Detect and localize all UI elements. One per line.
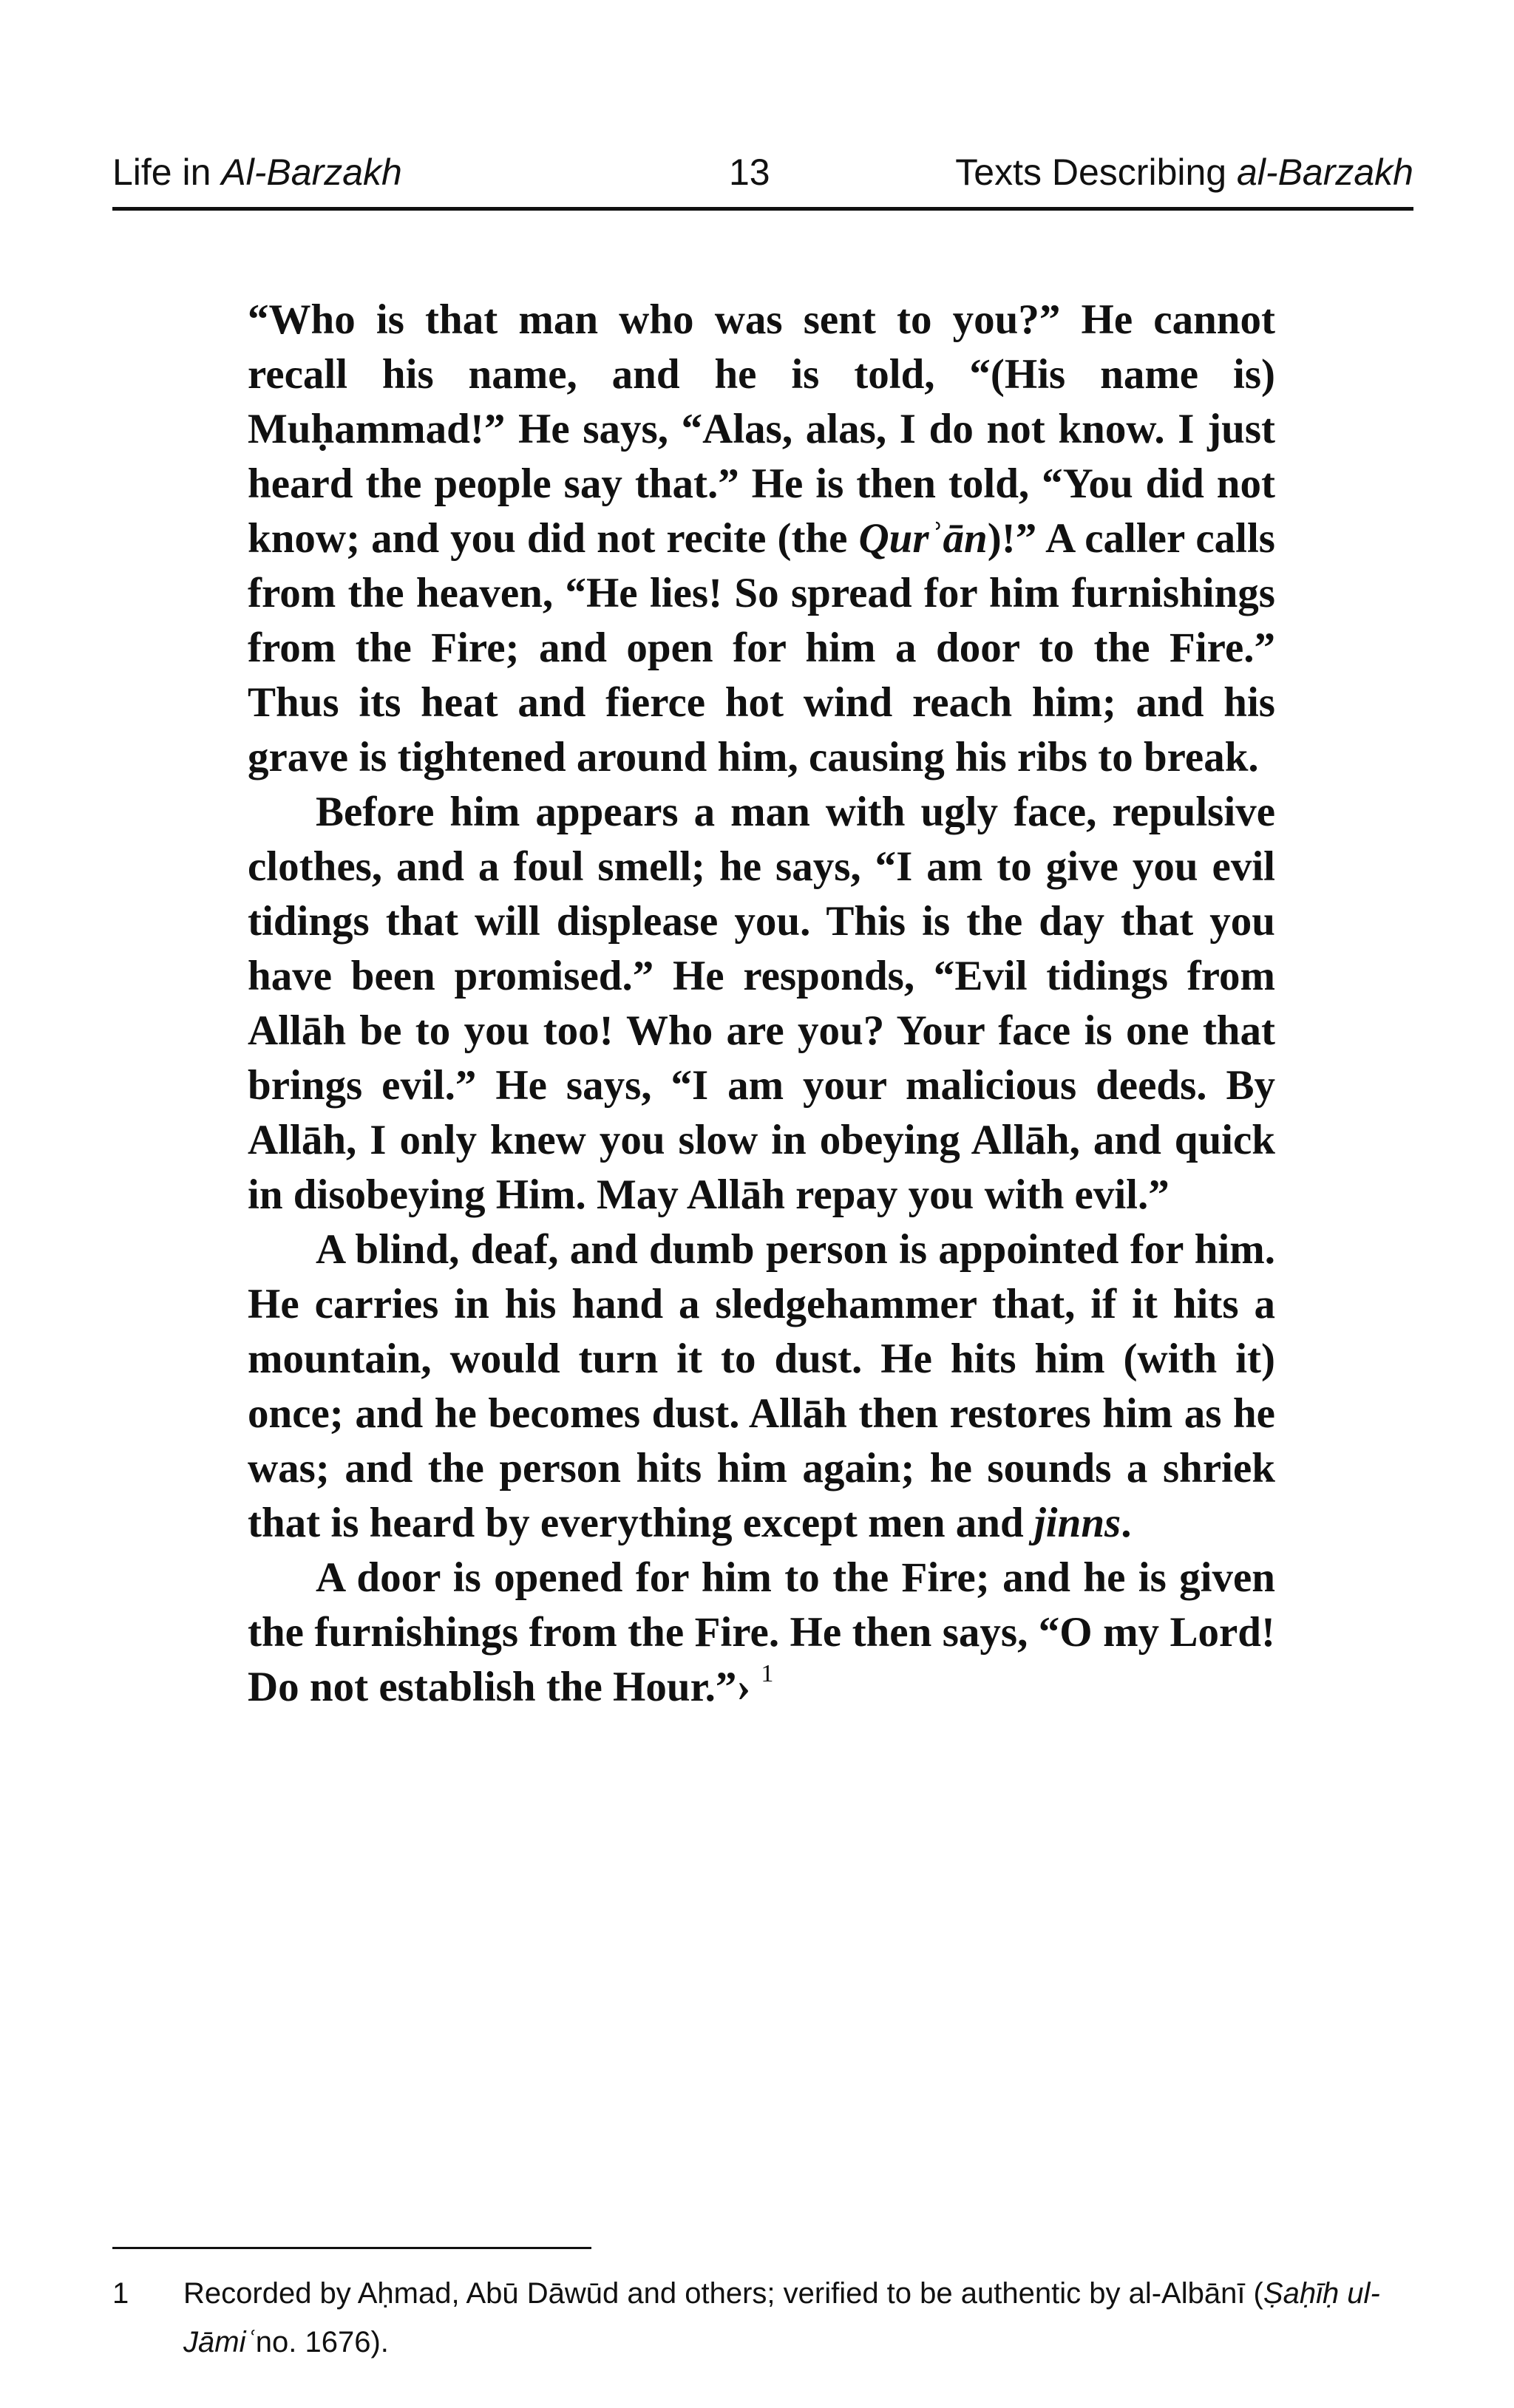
running-header: [112, 146, 1413, 198]
header-divider: [112, 207, 1413, 211]
paragraph-4-text: A door is opened for him to the Fire; and he is given the furnishings from the Fire. He then says, “O my Lord! Do not establish the Hour.”›: [248, 1554, 1275, 1710]
paragraph-2: Before him appears a man with ugly face, repulsive clothes, and a foul smell; he says, “I am to give you evil tidings that will displease you. This is the day that you have been promised.” He responds, “Evil tidings from Allāh be to you too! Who are you? Your face is one that brings evil.” He says, “I am your malicious deeds. By Allāh, I only knew you slow in obeying Allāh, and quick in disobeying Him. May Allāh repay you with evil.”: [248, 789, 1275, 1218]
paragraph-4: [248, 1551, 1275, 1715]
page-number: 13: [729, 152, 770, 193]
footnote-text-part-b: no. 1676).: [255, 2326, 389, 2358]
paragraph-1-part-b: )!” A caller calls from the heaven, “He lies! So spread for him furnishings from the Fire; and open for him a door to the Fire.” Thus its heat and fierce hot wind reach him; and his grave is tightened around him, causing his ribs to break.: [248, 515, 1275, 780]
footnote-italic: Ṣaḥīḥ ul-Jāmiʿ: [183, 2277, 1380, 2358]
paragraph-3: [248, 1222, 1275, 1551]
main-text: [248, 293, 1275, 1715]
footnote-text-part-a: Recorded by Aḥmad, Abū Dāwūd and others; verified to be authentic by al-Albānī (: [183, 2277, 1263, 2310]
footnote-divider: [112, 2247, 591, 2249]
paragraph-1: [248, 293, 1275, 785]
chapter-title-italic: al-Barzakh: [1237, 152, 1413, 193]
paragraph-1-italic: Qurʾān: [858, 515, 988, 562]
paragraph-3-italic: jinns: [1033, 1500, 1121, 1546]
book-title-italic: Al-Barzakh: [221, 152, 402, 193]
chapter-title-prefix: Texts Describing: [955, 152, 1237, 193]
footnote: [112, 2269, 1413, 2367]
footnote-marker: 1: [761, 1660, 774, 1687]
book-title-prefix: Life in: [112, 152, 222, 193]
chapter-title: [955, 146, 1413, 198]
paragraph-3-part-b: .: [1121, 1500, 1132, 1546]
paragraph-3-part-a: A blind, deaf, and dumb person is appointed for him. He carries in his hand a sledgehammer that, if it hits a mountain, would turn it to dust. He hits him (with it) once; and he becomes dust. Allāh then restores him as he was; and the person hits him again; he sounds a shriek that is heard by everything except men and: [248, 1226, 1275, 1546]
footnote-text: [183, 2269, 1413, 2367]
book-title: [112, 146, 402, 198]
footnote-number: 1: [112, 2277, 129, 2310]
paragraph-1-part-a: “Who is that man who was sent to you?” He cannot recall his name, and he is told, “(His name is) Muḥammad!” He says, “Alas, alas, I do not know. I just heard the people say that.” He is then told, “You did not know; and you did not recite (the: [248, 296, 1275, 562]
